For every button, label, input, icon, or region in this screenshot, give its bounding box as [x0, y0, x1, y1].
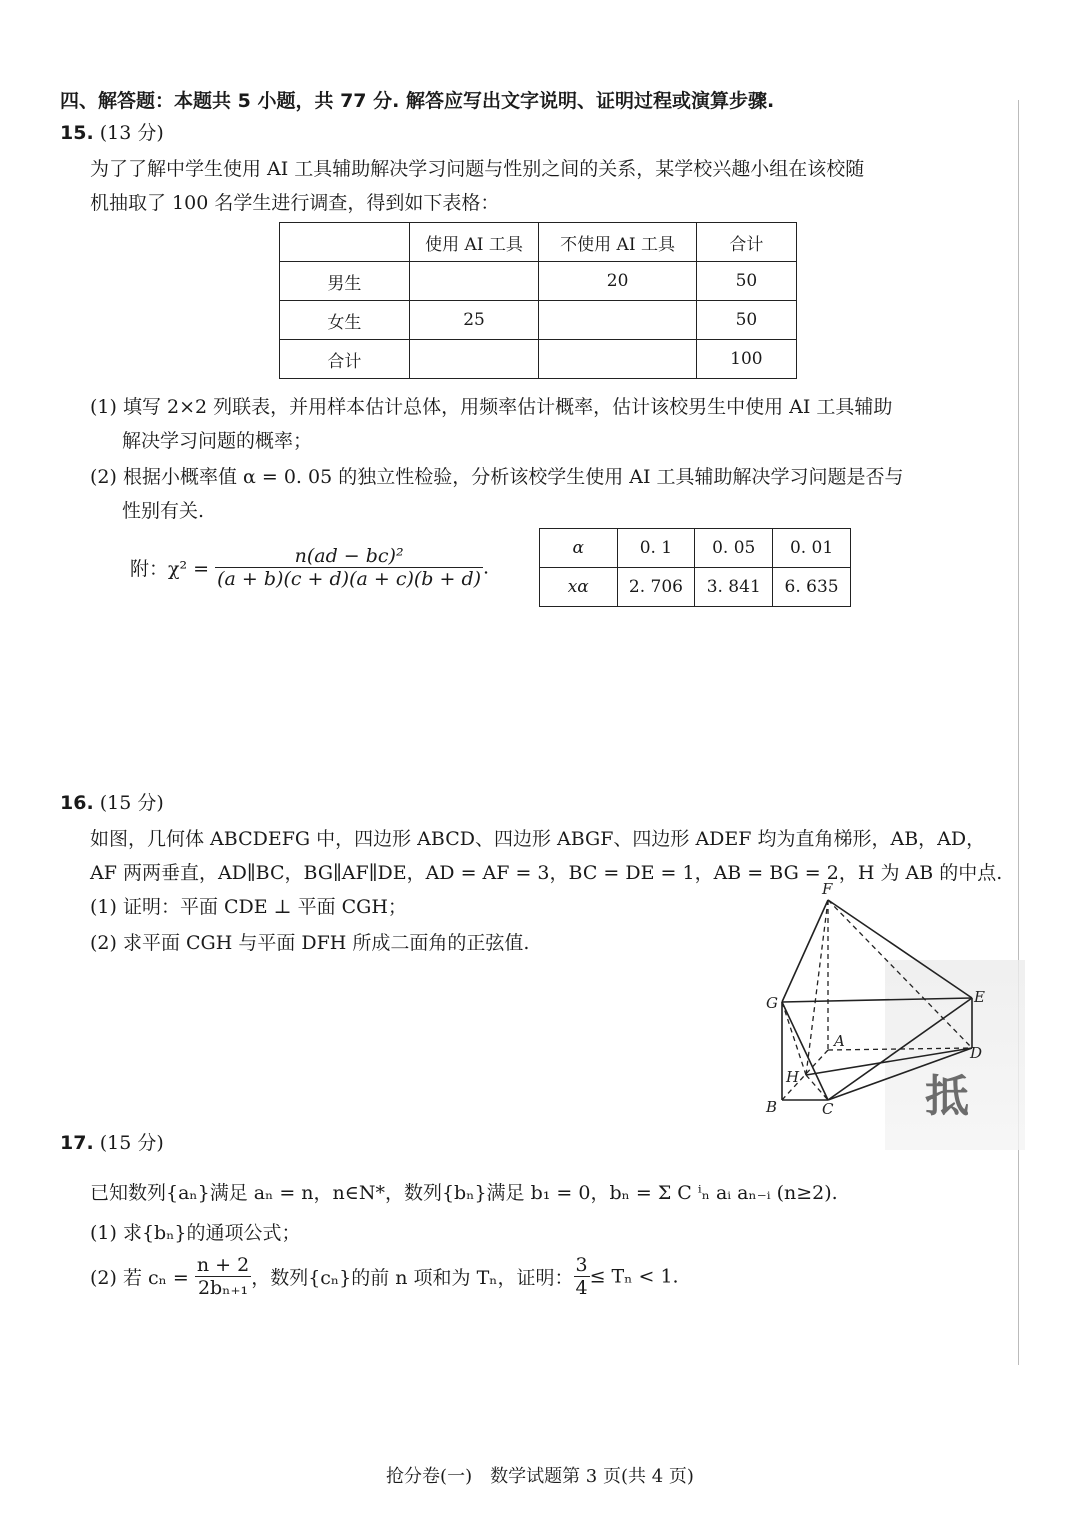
- edge-FG: [782, 900, 828, 1002]
- q17-line1: 已知数列{aₙ}满足 aₙ = n，n∈N*，数列{bₙ}满足 b₁ = 0，bₙ = Σ C ⁱₙ aᵢ aₙ₋ᵢ (n≥2).: [90, 1182, 838, 1204]
- table-cell: 2. 706: [617, 568, 695, 607]
- q16-line1: 如图，几何体 ABCDEFG 中，四边形 ABCD、四边形 ABGF、四边形 ADEF 均为直角梯形，AB，AD，: [90, 828, 986, 850]
- q15-part2-line1: (2) 根据小概率值 α = 0. 05 的独立性检验，分析该校学生使用 AI 工具辅助解决学习问题是否与: [90, 466, 904, 488]
- q17-part1: (1) 求{bₙ}的通项公式；: [90, 1222, 301, 1244]
- q15-number: 15.: [60, 122, 94, 144]
- label-B: B: [766, 1098, 778, 1116]
- q15-part1-line1: (1) 填写 2×2 列联表，并用样本估计总体，用频率估计概率，估计该校男生中使用 AI 工具辅助: [90, 396, 893, 418]
- edge-FE: [828, 900, 972, 998]
- table-cell: α: [540, 529, 618, 568]
- q16-heading: [60, 788, 164, 815]
- stamp-text: 抵: [925, 1071, 969, 1122]
- table-row: [280, 340, 797, 379]
- table-row: [540, 568, 851, 607]
- q15-intro-line2: 机抽取了 100 名学生进行调查，得到如下表格：: [90, 192, 500, 214]
- q17-bound-denominator: 4: [575, 1277, 588, 1299]
- table-row: [280, 301, 797, 340]
- formula-fraction: [215, 545, 483, 590]
- formula-numerator: n(ad − bc)²: [215, 545, 483, 568]
- edge-HC: [806, 1075, 828, 1100]
- section-header: 四、解答题：本题共 5 小题，共 77 分. 解答应写出文字说明、证明过程或演算步骤.: [60, 90, 775, 112]
- table-cell: 0. 01: [773, 529, 851, 568]
- table-header-row: [280, 223, 797, 262]
- edge-GE: [782, 998, 972, 1002]
- q17-part2-b: ，数列{cₙ}的前 n 项和为 Tₙ，证明：: [251, 1267, 574, 1289]
- table-cell: 0. 05: [695, 529, 773, 568]
- formula-prefix: 附：χ² =: [130, 558, 210, 580]
- contingency-table: [279, 222, 797, 379]
- q17-part2-a: (2) 若 cₙ =: [90, 1267, 189, 1289]
- table-cell: 0. 1: [617, 529, 695, 568]
- table-cell: [539, 301, 696, 340]
- q15-heading: [60, 118, 164, 145]
- table-cell: xα: [540, 568, 618, 607]
- table-cell: 使用 AI 工具: [409, 223, 539, 262]
- table-cell: 20: [539, 262, 696, 301]
- q17-heading: [60, 1128, 164, 1155]
- table-cell: 50: [696, 262, 796, 301]
- edge-HD: [806, 1048, 972, 1075]
- geometry-figure: [760, 880, 1020, 1120]
- table-cell: [539, 340, 696, 379]
- label-A: A: [834, 1032, 845, 1050]
- table-cell: 50: [696, 301, 796, 340]
- q16-line2: AF 两两垂直，AD∥BC，BG∥AF∥DE，AD = AF = 3，BC = DE = 1，AB = BG = 2，H 为 AB 的中点.: [90, 862, 1003, 884]
- q16-score: (15 分): [99, 792, 164, 814]
- page-footer: 抢分卷(一) 数学试题第 3 页(共 4 页): [386, 1466, 694, 1487]
- q17-cn-fraction: [195, 1254, 251, 1299]
- q16-number: 16.: [60, 792, 94, 814]
- label-G: G: [766, 994, 778, 1012]
- table-cell: 6. 635: [773, 568, 851, 607]
- table-cell: 男生: [280, 262, 410, 301]
- table-cell: 25: [409, 301, 539, 340]
- formula-denominator: (a + b)(c + d)(a + c)(b + d): [217, 568, 482, 590]
- formula-end: .: [483, 556, 490, 579]
- table-cell: [409, 262, 539, 301]
- q15-part1-line2: 解决学习问题的概率；: [122, 430, 313, 452]
- edge-GH: [782, 1002, 806, 1075]
- q16-part2: (2) 求平面 CGH 与平面 DFH 所成二面角的正弦值.: [90, 932, 530, 954]
- table-cell: 100: [696, 340, 796, 379]
- table-cell: [409, 340, 539, 379]
- edge-FD: [828, 900, 972, 1048]
- table-cell: 合计: [696, 223, 796, 262]
- label-D: D: [970, 1044, 983, 1062]
- q17-cn-denominator: 2bₙ₊₁: [197, 1277, 249, 1299]
- label-E: E: [974, 988, 985, 1006]
- q15-score: (13 分): [99, 122, 164, 144]
- chi-square-formula: [130, 545, 489, 590]
- label-H: H: [786, 1068, 800, 1086]
- q15-intro-line1: 为了了解中学生使用 AI 工具辅助解决学习问题与性别之间的关系，某学校兴趣小组在该校随: [90, 158, 865, 180]
- binding-line: [1018, 100, 1019, 1365]
- label-F: F: [822, 880, 833, 898]
- edge-CD: [828, 1048, 972, 1100]
- q17-bound-numerator: 3: [575, 1254, 588, 1276]
- q17-bound-fraction: [574, 1254, 590, 1299]
- q17-part2-c: ≤ Tₙ < 1.: [589, 1265, 679, 1288]
- q17-score: (15 分): [99, 1132, 164, 1154]
- table-cell: [280, 223, 410, 262]
- table-row: [540, 529, 851, 568]
- q15-part2-line2: 性别有关.: [122, 500, 205, 522]
- alpha-table: [539, 528, 851, 607]
- table-cell: 合计: [280, 340, 410, 379]
- table-cell: 女生: [280, 301, 410, 340]
- table-cell: 3. 841: [695, 568, 773, 607]
- table-cell: 不使用 AI 工具: [539, 223, 696, 262]
- label-C: C: [822, 1100, 834, 1118]
- q17-cn-numerator: n + 2: [196, 1254, 250, 1276]
- q17-part2: [90, 1254, 679, 1299]
- q16-part1: (1) 证明：平面 CDE ⊥ 平面 CGH；: [90, 896, 407, 918]
- q17-number: 17.: [60, 1132, 94, 1154]
- table-row: [280, 262, 797, 301]
